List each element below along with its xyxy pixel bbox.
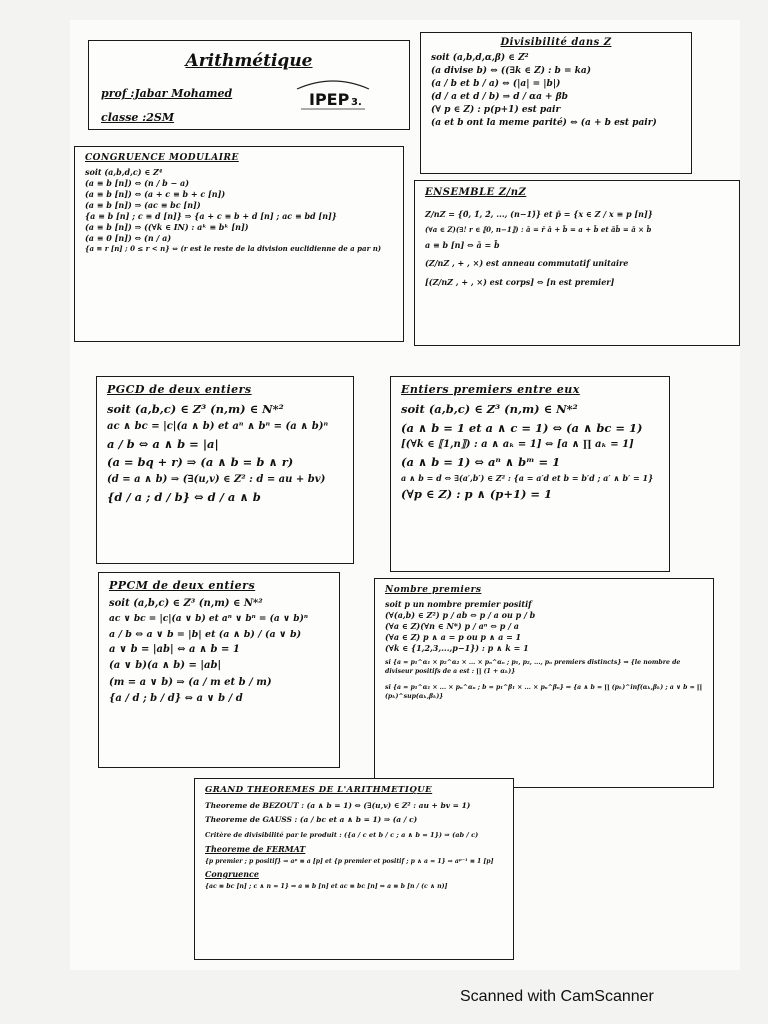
congruence-line: (a ≡ b [n]) ⇒ ((∀k ∈ IN) : aᵏ ≡ bᵏ [n]) bbox=[85, 222, 249, 233]
ensemble-box bbox=[414, 180, 740, 346]
grands-theoremes-line: Critère de divisibilité par le produit : ({a / c et b / c ; a ∧ b = 1}) ⇒ (ab / c) bbox=[205, 830, 479, 839]
nombres-premiers-line: si {a = p₁^α₁ × ... × pₙ^αₙ ; b = p₁^β₁ × ... × pₙ^βₙ} ⇒ {a ∧ b = ∏ (pₖ)^inf(αₖ,βₖ) ; a ∨ b = ∏ (pₖ)^sup(αₖ,βₖ)} bbox=[385, 683, 703, 701]
nombres-premiers-box bbox=[374, 578, 714, 788]
divisibilite-title: Divisibilité dans Z bbox=[500, 37, 612, 48]
ppcm-line: a / b ⇔ a ∨ b = |b| et (a ∧ b) / (a ∨ b) bbox=[109, 628, 302, 640]
premiers-entre-eux-line: soit (a,b,c) ∈ Z³ (n,m) ∈ N*² bbox=[401, 402, 578, 416]
grands-theoremes-line: Theoreme de BEZOUT : (a ∧ b = 1) ⇔ (∃(u,v) ∈ Z² : au + bv = 1) bbox=[205, 801, 471, 810]
divisibilite-line: (a divise b) ⇔ ((∃k ∈ Z) : b = ka) bbox=[431, 66, 591, 77]
grands-theoremes-line: Theoreme de GAUSS : (a / bc et a ∧ b = 1) ⇒ (a / c) bbox=[205, 815, 418, 825]
grands-theoremes-line: {p premier ; p positif} ⇒ aᵖ ≡ a [p] et {p premier et positif ; p ∧ a = 1} ⇒ aᵖ⁻¹ ≡ 1 [p] bbox=[205, 858, 494, 866]
ensemble-line: Z/nZ = {0̄, 1̄, 2̄, ..., (n−1)̄} et p̄ = {x ∈ Z / x ≡ p [n]} bbox=[425, 209, 653, 219]
premiers-entre-eux-line: (a ∧ b = 1 et a ∧ c = 1) ⇔ (a ∧ bc = 1) bbox=[401, 420, 643, 435]
pgcd-line: (d = a ∧ b) ⇒ (∃(u,v) ∈ Z² : d = au + bv) bbox=[107, 474, 326, 486]
divisibilite-line: (d / a et d / b) ⇒ d / αa + βb bbox=[431, 92, 568, 103]
ppcm-line: a ∨ b = |ab| ⇔ a ∧ b = 1 bbox=[109, 644, 240, 656]
nombres-premiers-line: (∀a ∈ Z) p ∧ a = p ou p ∧ a = 1 bbox=[385, 632, 522, 643]
pgcd-line: (a = bq + r) ⇒ (a ∧ b = b ∧ r) bbox=[107, 455, 294, 470]
ensemble-line: [(Z/nZ , + , ×) est corps] ⇔ [n est premier] bbox=[425, 277, 615, 288]
nombres-premiers-line: soit p un nombre premier positif bbox=[385, 599, 532, 609]
congruence-line: {a ≡ b [n] ; c ≡ d [n]} ⇒ {a + c ≡ b + d [n] ; ac ≡ bd [n]} bbox=[85, 211, 337, 222]
congruence-line: (a ≡ b [n]) ⇔ (n / b − a) bbox=[85, 178, 189, 189]
premiers-entre-eux-line: (a ∧ b = 1) ⇔ aⁿ ∧ bᵐ = 1 bbox=[401, 455, 561, 470]
ppcm-line: (a ∨ b)(a ∧ b) = |ab| bbox=[109, 660, 222, 672]
nombres-premiers-line: (∀k ∈ {1,2,3,...,p−1}) : p ∧ k = 1 bbox=[385, 643, 529, 654]
ppcm-line: (m = a ∨ b) ⇒ (a / m et b / m) bbox=[109, 676, 272, 688]
ipep-logo bbox=[293, 75, 373, 113]
camscanner-watermark: Scanned with CamScanner bbox=[460, 988, 654, 1005]
congruence-box bbox=[74, 146, 404, 342]
divisibilite-line: soit (a,b,d,α,β) ∈ Z² bbox=[431, 53, 529, 63]
congruence-line: (a ≡ b [n]) ⇔ (a + c ≡ b + c [n]) bbox=[85, 189, 226, 200]
premiers-entre-eux-line: a ∧ b = d ⇔ ∃(a′,b′) ∈ Z² : {a = a′d et b = b′d ; a′ ∧ b′ = 1} bbox=[401, 473, 654, 484]
congruence-line: {a ≡ r [n] ; 0 ≤ r < n} ⇔ (r est le reste de la division euclidienne de a par n) bbox=[85, 244, 382, 254]
grands-theoremes-title: GRAND THEOREMES DE L'ARITHMETIQUE bbox=[205, 785, 433, 795]
pgcd-title: PGCD de deux entiers bbox=[107, 383, 252, 396]
nombres-premiers-line: (∀(a,b) ∈ Z²) p / ab ⇔ p / a ou p / b bbox=[385, 610, 536, 621]
ppcm-line: soit (a,b,c) ∈ Z³ (n,m) ∈ N*² bbox=[109, 598, 263, 609]
ensemble-title: ENSEMBLE Z/nZ bbox=[425, 187, 527, 198]
ppcm-title: PPCM de deux entiers bbox=[109, 579, 256, 592]
grands-theoremes-line: {ac ≡ bc [n] ; c ∧ n = 1} ⇒ a ≡ b [n] et ac ≡ bc [n] ⇔ a ≡ b [n / (c ∧ n)] bbox=[205, 883, 448, 891]
nombres-premiers-title: Nombre premiers bbox=[385, 585, 482, 595]
grands-theoremes-line: Congruence bbox=[205, 868, 260, 879]
document-title: Arithmétique bbox=[185, 51, 313, 71]
premiers-entre-eux-box bbox=[390, 376, 670, 572]
nombres-premiers-line: (∀a ∈ Z)(∀n ∈ N*) p / aⁿ ⇔ p / a bbox=[385, 621, 519, 632]
ensemble-line: (Z/nZ , + , ×) est anneau commutatif unitaire bbox=[425, 258, 629, 269]
ppcm-box bbox=[98, 572, 340, 768]
ppcm-line: {a / d ; b / d} ⇔ a ∨ b / d bbox=[109, 692, 243, 704]
ppcm-line: ac ∨ bc = |c|(a ∨ b) et aⁿ ∨ bⁿ = (a ∨ b)ⁿ bbox=[109, 614, 308, 625]
pgcd-box bbox=[96, 376, 354, 564]
congruence-title: CONGRUENCE MODULAIRE bbox=[85, 153, 239, 163]
pgcd-line: soit (a,b,c) ∈ Z³ (n,m) ∈ N*² bbox=[107, 402, 284, 416]
congruence-line: (a ≡ 0 [n]) ⇔ (n / a) bbox=[85, 233, 172, 244]
grands-theoremes-line: Theoreme de FERMAT bbox=[205, 843, 306, 854]
premiers-entre-eux-line: [(∀k ∈ ⟦1,n⟧) : a ∧ aₖ = 1] ⇔ [a ∧ ∏ aₖ = 1] bbox=[401, 439, 634, 451]
divisibilite-line: (a / b et b / a) ⇔ (|a| = |b|) bbox=[431, 79, 561, 90]
header-box bbox=[88, 40, 410, 130]
pgcd-line: a / b ⇔ a ∧ b = |a| bbox=[107, 436, 219, 451]
divisibilite-box bbox=[420, 32, 692, 174]
congruence-line: (a ≡ b [n]) ⇒ (ac ≡ bc [n]) bbox=[85, 200, 201, 211]
nombres-premiers-line: si {a = p₁^α₁ × p₂^α₂ × ... × pₙ^αₙ ; p₁, p₂, ..., pₙ premiers distincts} ⇒ {le nombre de diviseur positifs de a est : ∏ (1 + αₖ)} bbox=[385, 659, 681, 676]
divisibilite-line: (a et b ont la meme parité) ⇔ (a + b est pair) bbox=[431, 118, 657, 129]
ensemble-line: (∀a ∈ Z)(∃! r ∈ ⟦0, n−1⟧) : ā = r̄ ā + b̄ = a + b̄ et āb̄ = ā × b̄ bbox=[425, 224, 652, 234]
congruence-line: soit (a,b,d,c) ∈ Z⁴ bbox=[85, 167, 163, 177]
premiers-entre-eux-line: (∀p ∈ Z) : p ∧ (p+1) = 1 bbox=[401, 487, 553, 502]
premiers-entre-eux-title: Entiers premiers entre eux bbox=[401, 383, 580, 396]
ensemble-line: a ≡ b [n] ⇔ ā = b̄ bbox=[425, 240, 500, 251]
pgcd-line: {d / a ; d / b} ⇔ d / a ∧ b bbox=[107, 490, 261, 505]
class-name: classe :2SM bbox=[101, 111, 175, 124]
grands-theoremes-box bbox=[194, 778, 514, 960]
teacher-name: prof :Jabar Mohamed bbox=[101, 87, 233, 100]
svg-text:IPEP: IPEP bbox=[309, 90, 350, 109]
pgcd-line: ac ∧ bc = |c|(a ∧ b) et aⁿ ∧ bⁿ = (a ∧ b)ⁿ bbox=[107, 420, 329, 432]
svg-text:3.: 3. bbox=[351, 97, 362, 108]
divisibilite-line: (∀ p ∈ Z) : p(p+1) est pair bbox=[431, 105, 561, 116]
